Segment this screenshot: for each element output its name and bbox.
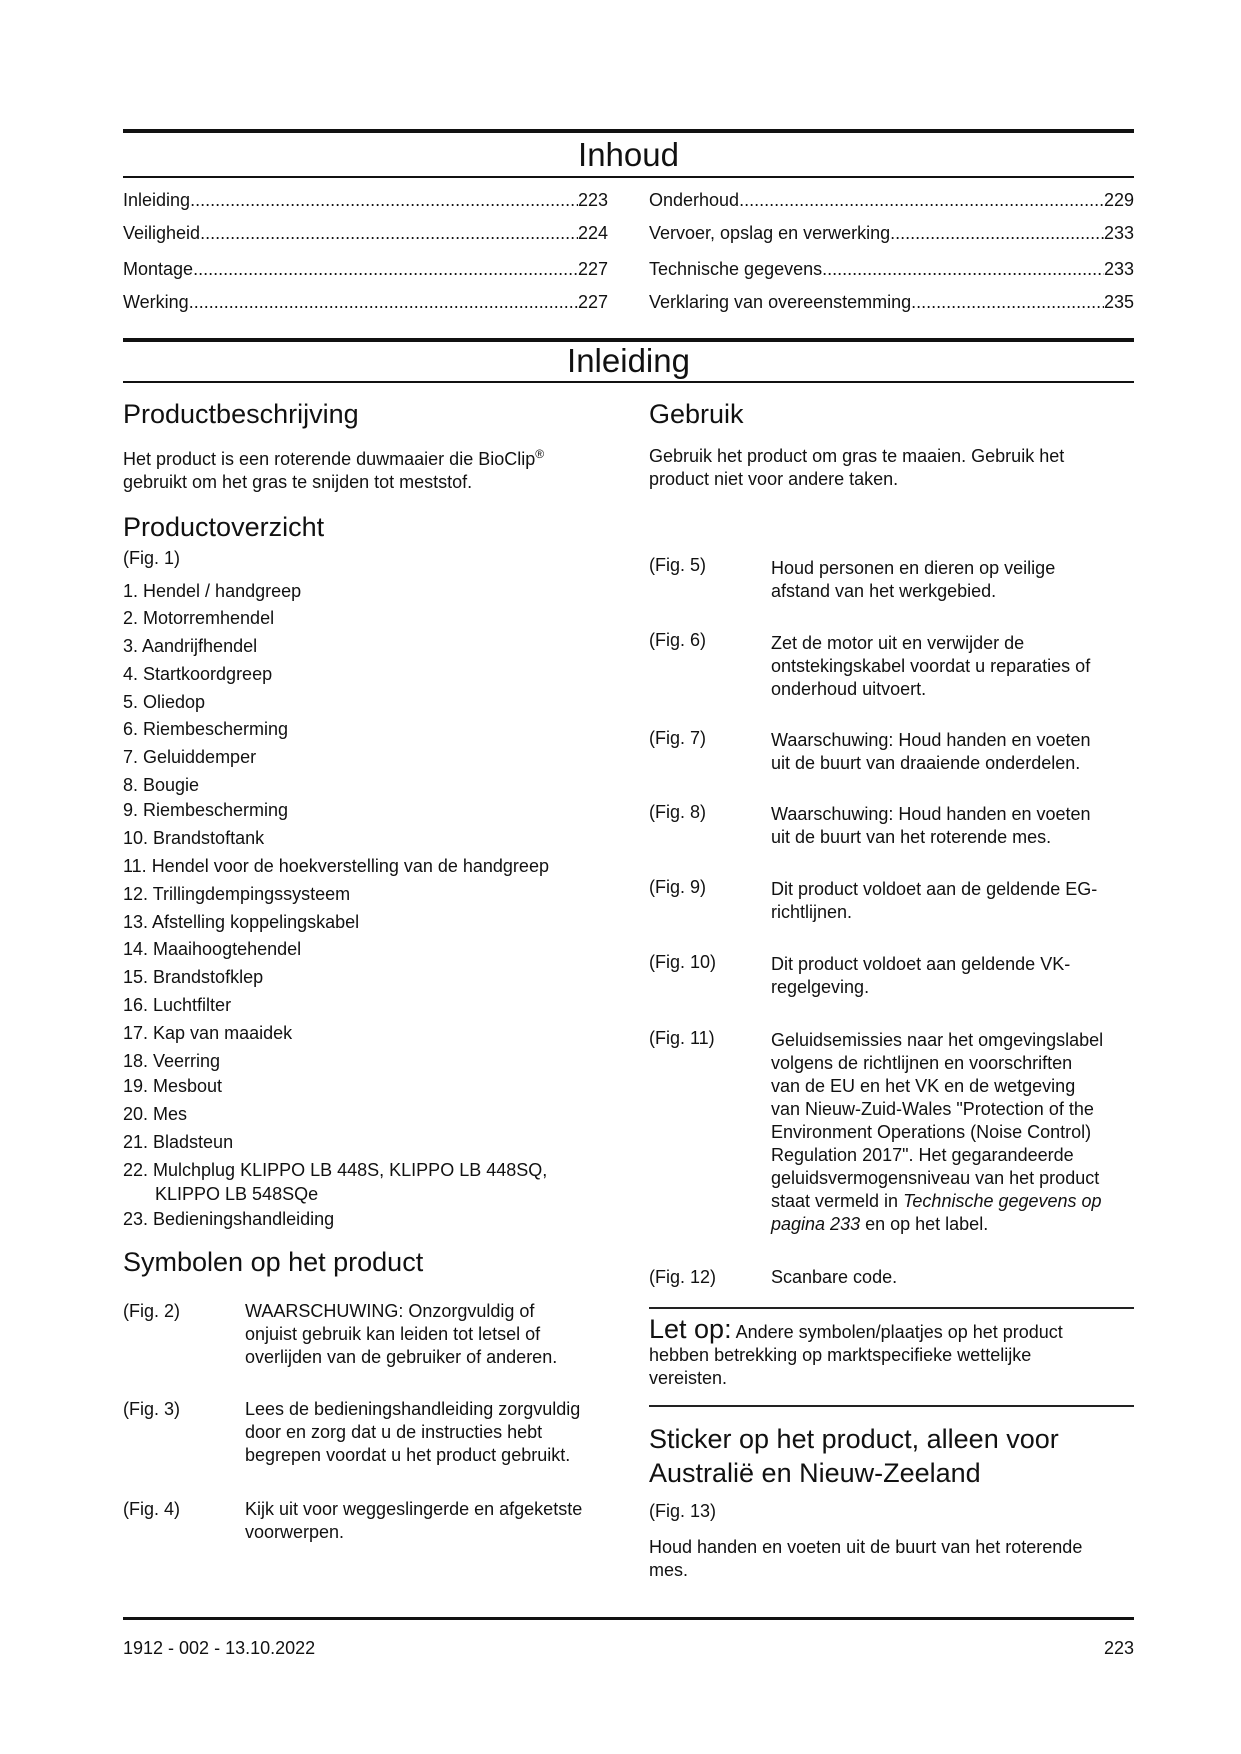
toc-entry[interactable]: Montage ..... 227 — [123, 258, 608, 280]
note-box: Let op: Andere symbolen/plaatjes op het product hebben betrekking op marktspecifieke wettelijke vereisten. — [649, 1314, 1063, 1388]
fig-ref: (Fig. 12) — [649, 1267, 717, 1287]
note-label: Let op: — [649, 1314, 732, 1344]
list-item: 11. Hendel voor de hoekverstelling van de handgreep — [123, 856, 549, 876]
symbol-row — [649, 629, 1134, 704]
contents-bottom-rule — [123, 176, 1134, 178]
list-item: 2. Motorremhendel — [123, 608, 275, 628]
list-item: 22. Mulchplug KLIPPO LB 448S, KLIPPO LB 448SQ, — [123, 1160, 548, 1180]
symbol-description: Dit product voldoet aan geldende VK- regelgeving. — [771, 954, 1071, 997]
symbol-row — [649, 1027, 1134, 1237]
sticker-text: Houd handen en voeten uit de buurt van het roterende mes. — [649, 1537, 1083, 1580]
fig-ref: (Fig. 2) — [123, 1301, 181, 1321]
use-heading: Gebruik — [649, 399, 744, 429]
page-number: 223 — [1103, 1638, 1134, 1658]
toc-entry[interactable]: Onderhoud ..... 229 — [649, 189, 1134, 211]
list-item: 10. Brandstoftank — [123, 828, 265, 848]
symbol-row — [649, 876, 1134, 926]
fig-ref: (Fig. 8) — [649, 802, 707, 822]
symbol-row — [123, 1498, 613, 1548]
list-item: 1. Hendel / handgreep — [123, 581, 302, 601]
product-description-text: Het product is een roterende duwmaaier die BioClip® gebruikt om het gras te snijden tot meststof. — [123, 447, 545, 492]
list-item: 21. Bladsteun — [123, 1132, 234, 1152]
fig-ref: (Fig. 3) — [123, 1399, 181, 1419]
symbol-description: Houd personen en dieren op veilige afstand van het werkgebied. — [771, 558, 1056, 601]
fig-ref: (Fig. 7) — [649, 728, 707, 748]
symbol-description: Geluidsemissies naar het omgevingslabel volgens de richtlijnen en voorschriften van de EU en het VK en de wetgeving van Nieuw-Zuid-Wales "Protection of the Environment Operations (Noise Control) Regulation 2017". Het gegarandeerde geluidsvermogensniveau van het product staat vermeld in Technische gegevens op pagina 233 en op het label. — [771, 1030, 1104, 1234]
list-item: 15. Brandstofklep — [123, 967, 264, 987]
toc-entry[interactable]: Werking ..... 227 — [123, 291, 608, 313]
contents-top-rule — [123, 129, 1134, 133]
cross-reference-link[interactable]: Technische gegevens op — [903, 1191, 1102, 1211]
intro-bottom-rule — [123, 381, 1134, 383]
list-item: 13. Afstelling koppelingskabel — [123, 912, 360, 932]
toc-entry[interactable]: Veiligheid ..... 224 — [123, 222, 608, 244]
fig-ref: (Fig. 4) — [123, 1499, 181, 1519]
list-item: 3. Aandrijfhendel — [123, 636, 258, 656]
toc-entry[interactable]: Verklaring van overeenstemming ..... 235 — [649, 291, 1134, 313]
fig-ref: (Fig. 10) — [649, 952, 717, 972]
list-item: 19. Mesbout — [123, 1076, 223, 1096]
list-item: 23. Bedieningshandleiding — [123, 1209, 335, 1229]
symbol-description: Zet de motor uit en verwijder de ontstekingskabel voordat u reparaties of onderhoud uitvoert. — [771, 633, 1091, 699]
toc-entry[interactable]: Vervoer, opslag en verwerking ..... 233 — [649, 222, 1134, 244]
symbol-description: WAARSCHUWING: Onzorgvuldig of onjuist gebruik kan leiden tot letsel of overlijden van de gebruiker of anderen. — [245, 1301, 558, 1367]
symbol-row — [123, 1300, 613, 1375]
list-item: 20. Mes — [123, 1104, 188, 1124]
symbol-row — [649, 1266, 1134, 1291]
list-item: 14. Maaihoogtehendel — [123, 939, 302, 959]
list-item: 9. Riembescherming — [123, 800, 289, 820]
toc-entry[interactable]: Inleiding ..... 223 — [123, 189, 608, 211]
list-item: 16. Luchtfilter — [123, 995, 232, 1015]
overview-fig-ref: (Fig. 1) — [123, 548, 181, 568]
symbol-row — [123, 1398, 613, 1473]
fig-ref: (Fig. 11) — [649, 1028, 715, 1048]
note-top-rule — [649, 1307, 1134, 1309]
product-overview-heading: Productoverzicht — [123, 512, 325, 542]
fig-ref: (Fig. 5) — [649, 555, 707, 575]
symbol-description: Kijk uit voor weggeslingerde en afgeketste voorwerpen. — [245, 1499, 583, 1542]
symbol-row — [649, 727, 1134, 777]
list-item: 18. Veerring — [123, 1051, 221, 1071]
sticker-fig-ref: (Fig. 13) — [649, 1501, 717, 1521]
symbols-heading: Symbolen op het product — [123, 1247, 424, 1277]
list-item: 7. Geluiddemper — [123, 747, 257, 767]
symbol-description: Lees de bedieningshandleiding zorgvuldig door en zorg dat u de instructies hebt begrepen voordat u het product gebruikt. — [245, 1399, 581, 1465]
fig-ref: (Fig. 9) — [649, 877, 707, 897]
fig-ref: (Fig. 6) — [649, 630, 707, 650]
list-item: 8. Bougie — [123, 775, 200, 795]
symbol-row — [649, 801, 1134, 851]
intro-title: Inleiding — [567, 342, 690, 379]
list-item: 17. Kap van maaidek — [123, 1023, 293, 1043]
symbol-description: Waarschuwing: Houd handen en voeten uit de buurt van het roterende mes. — [771, 804, 1091, 847]
note-bottom-rule — [649, 1405, 1134, 1407]
toc-entry[interactable]: Technische gegevens ..... 233 — [649, 258, 1134, 280]
list-item: 6. Riembescherming — [123, 719, 289, 739]
symbol-row — [649, 554, 1134, 604]
symbol-description: Scanbare code. — [771, 1267, 898, 1287]
symbol-description: Waarschuwing: Houd handen en voeten uit de buurt van draaiende onderdelen. — [771, 730, 1091, 773]
cross-reference-link[interactable]: pagina 233 — [771, 1214, 861, 1234]
list-item-continuation: KLIPPO LB 548SQe — [155, 1184, 319, 1204]
list-item: 12. Trillingdempingssysteem — [123, 884, 351, 904]
sticker-heading: Sticker op het product, alleen voor Australië en Nieuw-Zeeland — [649, 1424, 1059, 1488]
footer-rule — [123, 1617, 1134, 1620]
product-description-heading: Productbeschrijving — [123, 399, 359, 429]
symbol-description: Dit product voldoet aan de geldende EG- richtlijnen. — [771, 879, 1098, 922]
document-reference: 1912 - 002 - 13.10.2022 — [123, 1638, 316, 1658]
symbol-row — [649, 951, 1134, 1001]
use-text: Gebruik het product om gras te maaien. Gebruik het product niet voor andere taken. — [649, 446, 1065, 489]
list-item: 4. Startkoordgreep — [123, 664, 273, 684]
contents-title: Inhoud — [578, 136, 679, 173]
list-item: 5. Oliedop — [123, 692, 206, 712]
